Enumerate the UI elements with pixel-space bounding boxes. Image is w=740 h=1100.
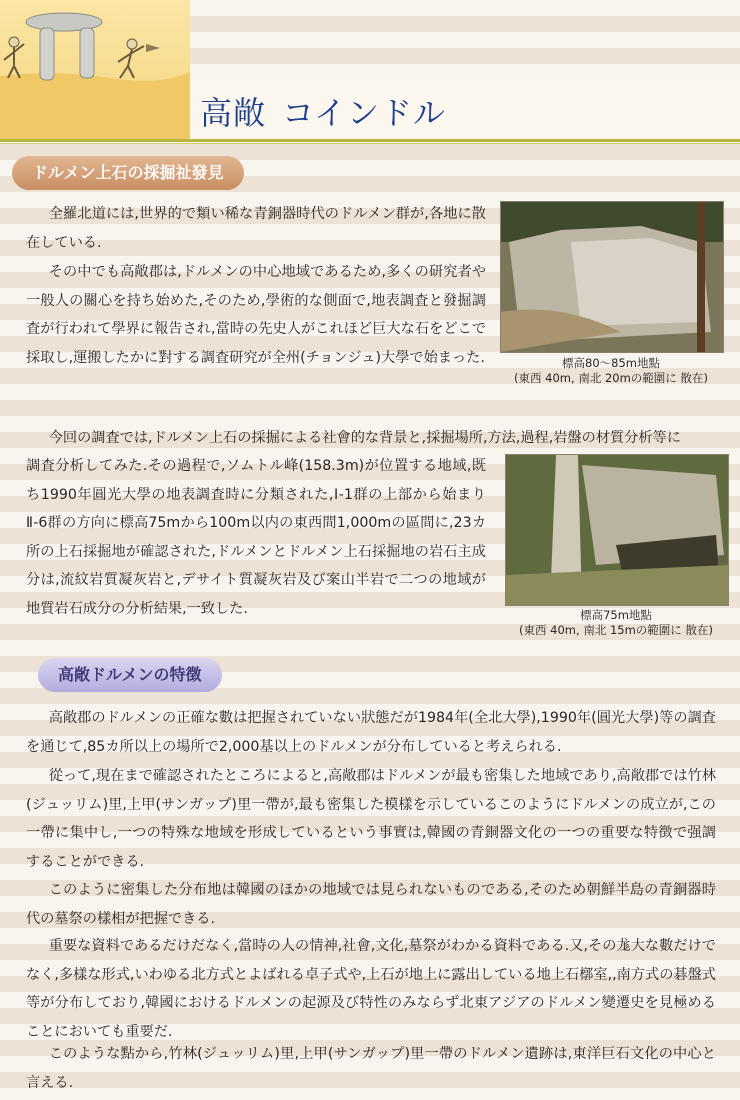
caption-line: (東西 40m, 南北 15mの範圍に 散在): [519, 623, 713, 637]
photo-caption: [505, 608, 727, 638]
title-location: 高敞: [200, 94, 267, 132]
title-name: コインドル: [282, 94, 447, 132]
rock-photo: [500, 201, 724, 353]
caption-line: 標高75m地點: [580, 608, 652, 622]
paragraph: 調査分析してみた.その過程で,ソムトル峰(158.3m)が位置する地域,既ち1990年圓光大學の地表調査時に分類された,Ⅰ-1群の上部から始まりⅡ-6群の方向に標高75mから100m以内の東西間1,000mの區間に,23カ所の上石採掘地が確認された,ドルメンとドルメン上石採掘地の岩石主成分は,流紋岩質凝灰岩と,デサイト質凝灰岩及び案山半岩で二つの地域が地質岩石成分の分析結果,一致した.: [26, 458, 486, 617]
paragraph: 重要な資料であるだけだなく,當時の人の情神,社會,文化,墓祭がわかる資料である.又,その尨大な數だけでなく,多樣な形式,いわゆる北方式とよばれる卓子式や,上石が地上に露出している地上石槨室,,南方式の碁盤式等が分布しており,韓國におけるドルメンの起源及び特性のみならず北東アジアのドルメン變遷史を見極めることにおいても重要だ.: [26, 938, 716, 1040]
section-heading-features: 高敞ドルメンの特徴: [38, 658, 222, 692]
header-illustration: [0, 0, 190, 140]
paragraph: 今回の調査では,ドルメン上石の採掘による社會的な背景と,採掘場所,方法,過程,岩盤の材質分析等に: [48, 430, 681, 446]
section-heading-excavation: ドルメン上石の採掘祉發見: [12, 156, 244, 190]
paragraph: 從って,現在まで確認されたところによると,高敞郡はドルメンが最も密集した地域であり,高敞郡では竹林(ジュッリム)里,上甲(サンガップ)里一帶が,最も密集した模樣を示しているこのようにドルメンの成立が,この一帶に集中し,一つの特殊な地域を形成しているという事實は,韓國の青銅器文化の一つの重要な特徴で强調することができる.: [26, 768, 716, 870]
quarry-rock-image: [501, 202, 723, 352]
quarry-rock-image: [506, 455, 728, 605]
dolmen-illustration-icon: [0, 0, 190, 140]
caption-line: (東西 40m, 南北 20mの範圍に 散在): [514, 371, 708, 385]
paragraph: 高敞郡のドルメンの正確な數は把握されていない狀態だが1984年(全北大學),1990年(圓光大學)等の調査を通じて,85カ所以上の場所で2,000基以上のドルメンが分布していると考えられる.: [26, 710, 716, 755]
paragraph: このような點から,竹林(ジュッリム)里,上甲(サンガップ)里一帶のドルメン遺跡は,東洋巨石文化の中心と言える.: [26, 1046, 716, 1091]
paragraph: 全羅北道には,世界的で類い稀な青銅器時代のドルメン群が,各地に散在している.: [26, 206, 486, 251]
header-rule-thin: [0, 143, 740, 144]
paragraph: このように密集した分布地は韓國のほかの地域では見られないものである,そのため朝鮮半島の青銅器時代の墓祭の樣相が把握できる.: [26, 882, 716, 927]
header-rule: [0, 139, 740, 142]
page-title: [200, 88, 446, 134]
photo-caption: [500, 356, 722, 386]
rock-photo: [505, 454, 729, 606]
paragraph: その中でも高敞郡は,ドルメンの中心地域であるため,多くの研究者や一般人の關心を持ち始めた,そのため,學術的な側面で,地表調査と發掘調査が行われて學界に報告され,當時の先史人がこれほど巨大な石をどこで採取し,運搬したかに對する調査研究が全州(チョンジュ)大學で始まった.: [26, 264, 486, 366]
caption-line: 標高80～85m地點: [562, 356, 660, 370]
